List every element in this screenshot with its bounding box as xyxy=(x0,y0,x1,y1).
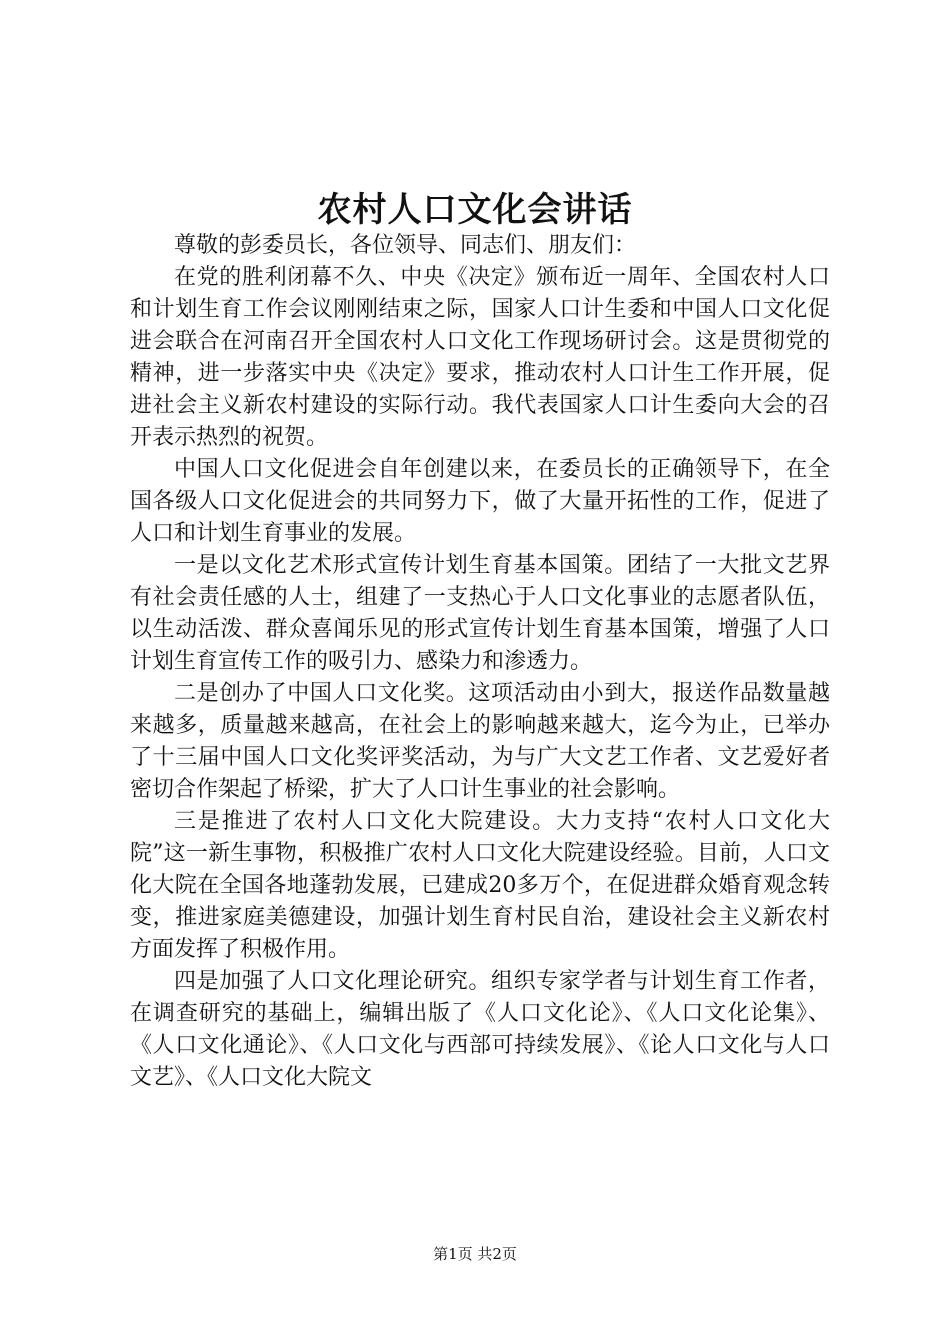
paragraph-salutation: 尊敬的彭委员长，各位领导、同志们、朋友们： xyxy=(174,233,637,258)
paragraph-point-three: 三是推进了农村人口文化大院建设。大力支持“农村人口文化大院”这一新生事物，积极推广农村人口文化大院建设经验。目前，人口文化大院在全国各地蓬勃发展，已建成20多万个，在促进群众婚育观念转变，推进家庭美德建设，加强计划生育村民自治，建设社会主义新农村方面发挥了积极作用。 xyxy=(130,809,830,962)
paragraph-introduction: 中国人口文化促进会自年创建以来，在委员长的正确领导下，在全国各级人口文化促进会的共同努力下，做了大量开拓性的工作，促进了人口和计划生育事业的发展。 xyxy=(130,457,830,546)
document-title: 农村人口文化会讲话 xyxy=(317,190,633,230)
paragraph-point-one: 一是以文化艺术形式宣传计划生育基本国策。团结了一大批文艺界有社会责任感的人士，组建了一支热心于人口文化事业的志愿者队伍，以生动活泼、群众喜闻乐见的形式宣传计划生育基本国策，增强了人口计划生育宣传工作的吸引力、感染力和渗透力。 xyxy=(130,553,830,674)
paragraph-point-four: 四是加强了人口文化理论研究。组织专家学者与计划生育工作者，在调查研究的基础上，编辑出版了《人口文化论》、《人口文化论集》、《人口文化通论》、《人口文化与西部可持续发展》、《论人口文化与人口文艺》、《人口文化大院文 xyxy=(130,969,830,1090)
paragraph-opening: 在党的胜利闭幕不久、中央《决定》颁布近一周年、全国农村人口和计划生育工作会议刚刚结束之际，国家人口计生委和中国人口文化促进会联合在河南召开全国农村人口文化工作现场研讨会。这是贯彻党的精神，进一步落实中央《决定》要求，推动农村人口计生工作开展，促进社会主义新农村建设的实际行动。我代表国家人口计生委向大会的召开表示热烈的祝贺。 xyxy=(130,265,830,450)
document-body xyxy=(130,230,830,1094)
paragraph-point-two: 二是创办了中国人口文化奖。这项活动由小到大，报送作品数量越来越多，质量越来越高，在社会上的影响越来越大，迄今为止，已举办了十三届中国人口文化奖评奖活动，为与广大文艺工作者、文艺爱好者密切合作架起了桥梁，扩大了人口计生事业的社会影响。 xyxy=(130,681,830,802)
page-footer: 第1页 共2页 xyxy=(433,1245,517,1263)
